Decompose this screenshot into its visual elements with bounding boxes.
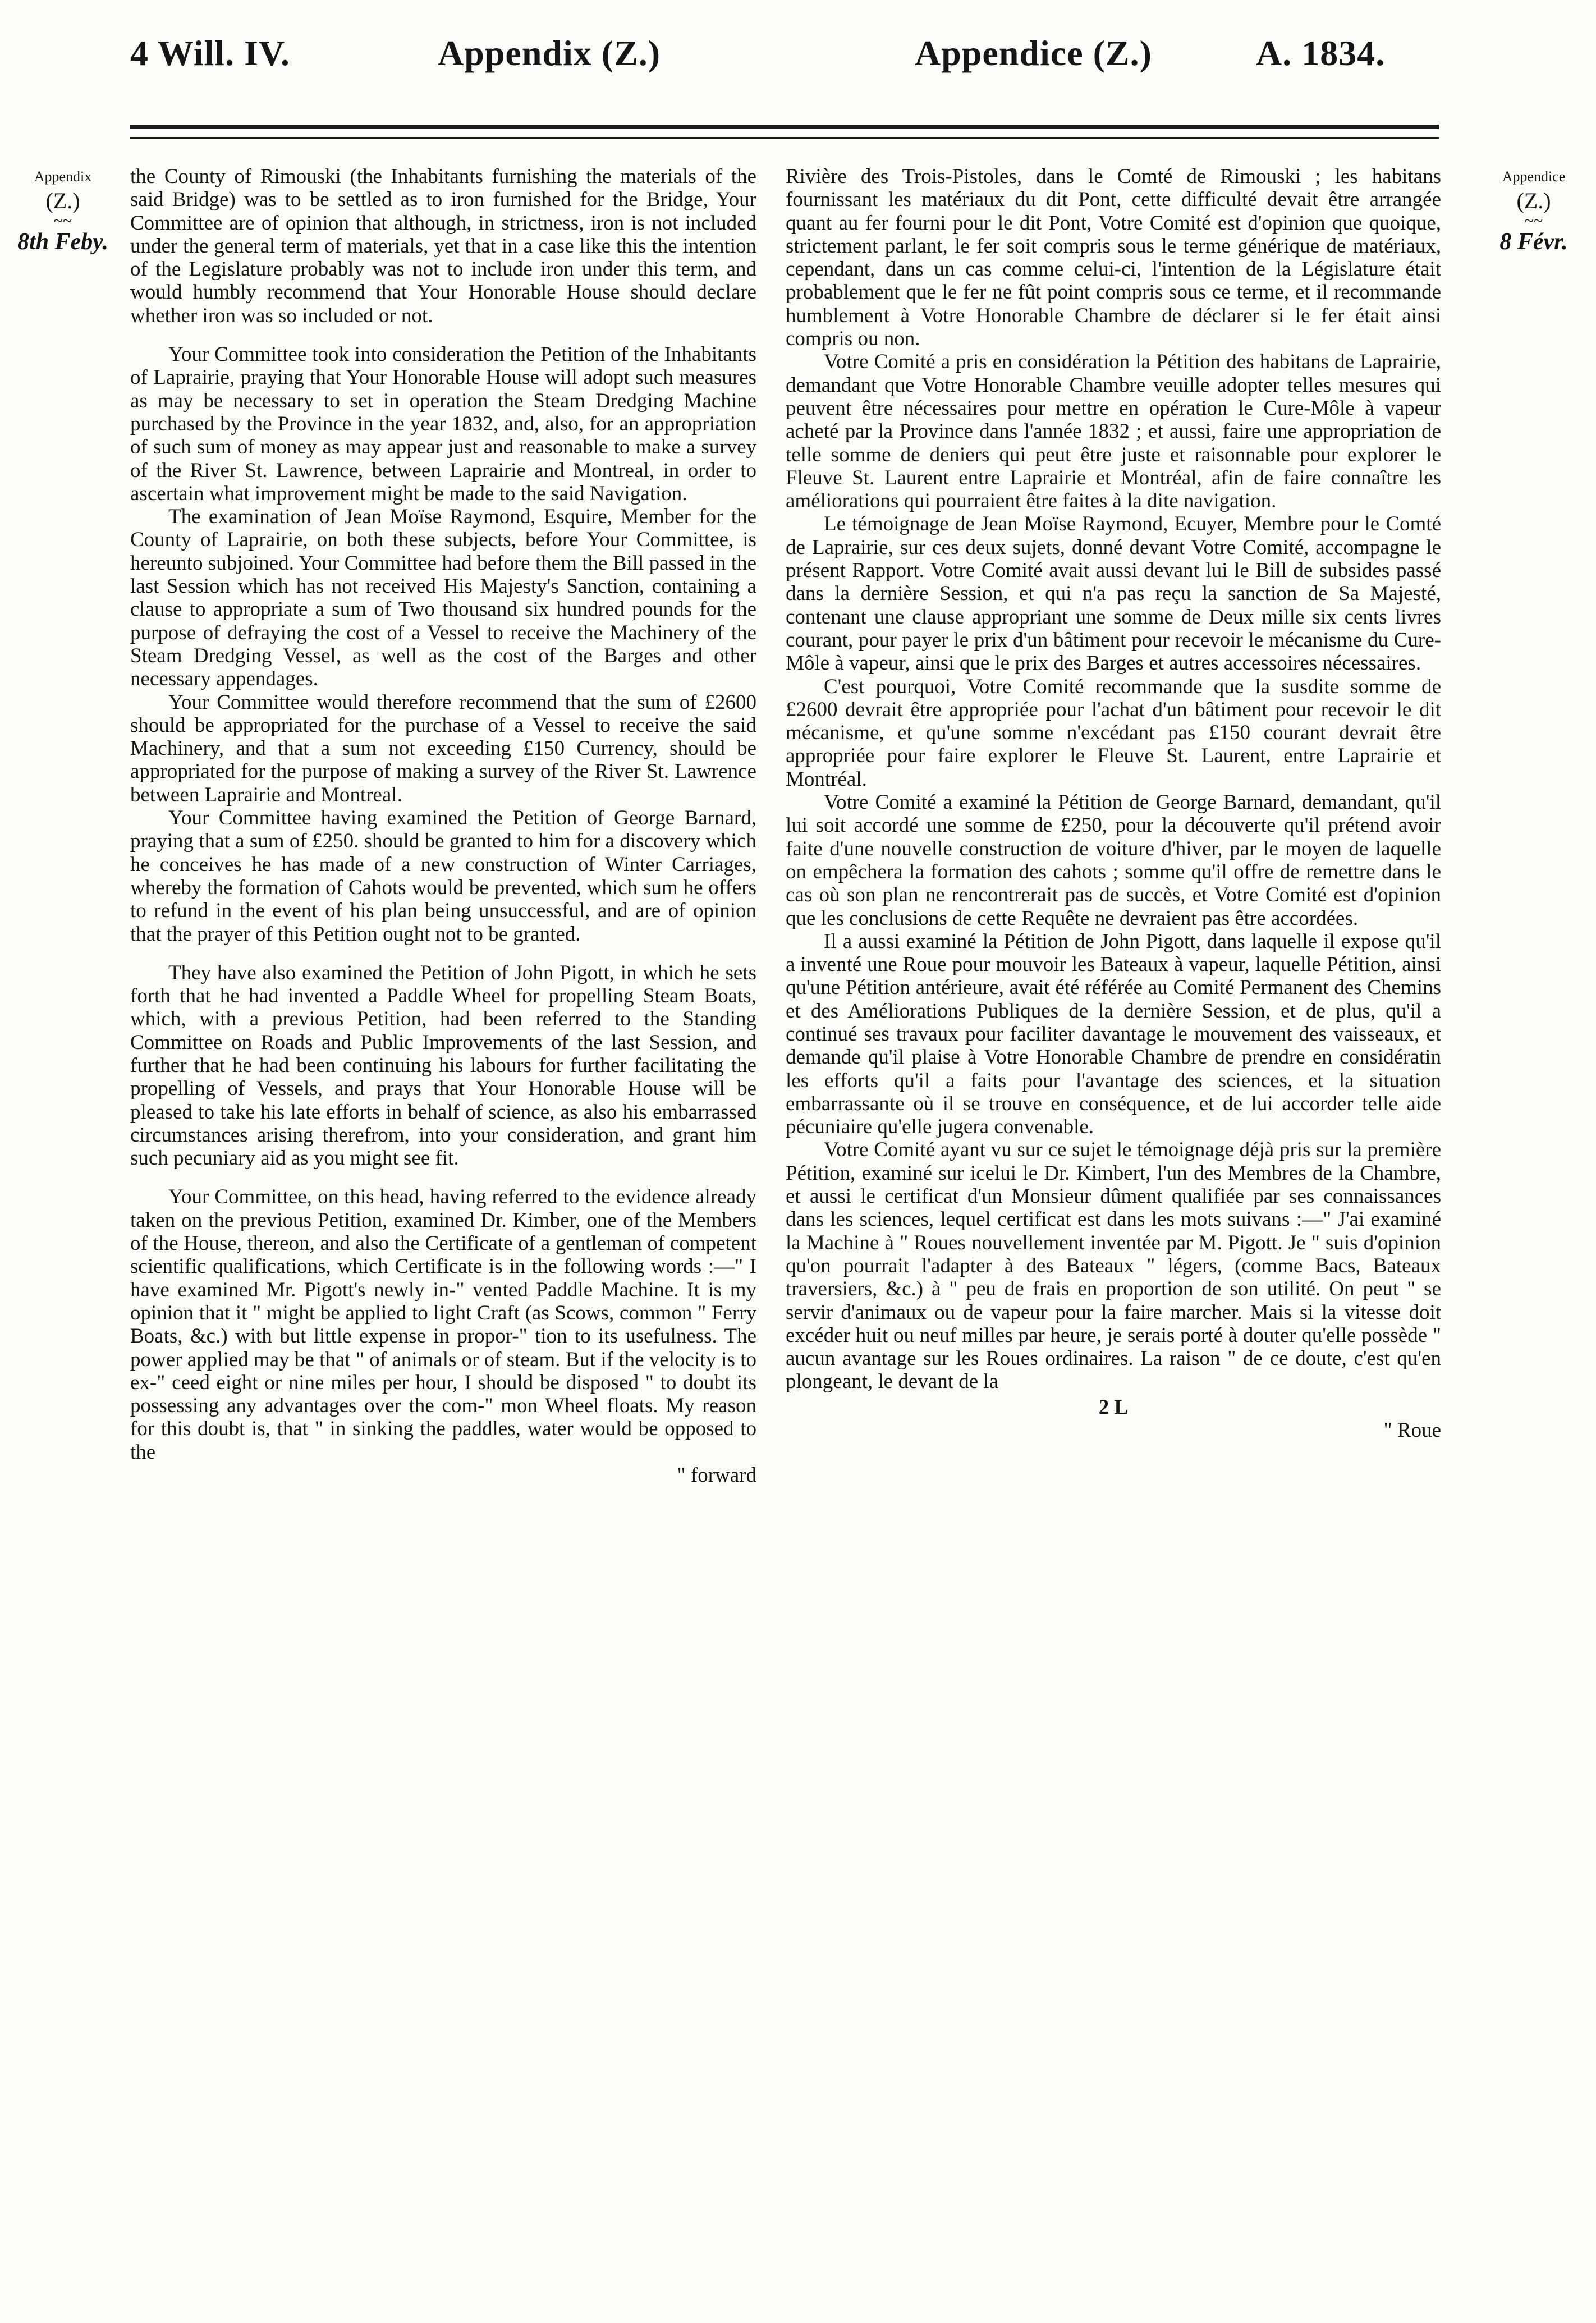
french-column [786, 165, 1441, 1442]
paragraph-raymond-examination: The examination of Jean Moïse Raymond, Esquire, Member for the County of Laprairie, on both these subjects, before Your Committee, is hereunto subjoined. Your Committee had before them the Bill passed in the last Session which has not received His Majesty's Sanction, containing a clause to appropriate a sum of Two thousand six hundred pounds for the purpose of defraying the cost of a Vessel to receive the Machinery of the Steam Dredging Vessel, as well as the cost of the Barges and other necessary appendages. [130, 505, 756, 691]
regnal-year: 4 Will. IV. [130, 33, 290, 73]
margin-note-right [1475, 168, 1593, 255]
paragraph-appropriation-recommendation: Your Committee would therefore recommend that the sum of £2600 should be appropriated for the purchase of a Vessel to receive the said Machinery, and that a sum not exceeding £150 Currency, should be appropriated for the purpose of making a survey of the River St. Lawrence between Laprairie and Montreal. [130, 690, 756, 807]
paragraph-laprairie-petition: Your Committee took into consideration the Petition of the Inhabitants of Laprairie, praying that Your Honorable House will adopt such measures as may be necessary to set in operation the Steam Dredging Machine purchased by the Province in the year 1832, and, also, for an appropriation of such sum of money as may appear just and reasonable to make a survey of the River St. Lawrence, between Laprairie and Montreal, in order to ascertain what improvement might be made to the said Navigation. [130, 343, 756, 505]
margin-swirl-ornament: ~~ [53, 212, 72, 230]
paragraph-appropriation-recommendation: C'est pourquoi, Votre Comité recommande que la susdite somme de £2600 devrait être appropriée pour l'achat d'un bâtiment pour recevoir le dit mécanisme, et qu'une somme n'excédant pas £150 courant devrait être appropriée pour faire explorer le Fleuve St. Laurent, entre Laprairie et Montréal. [786, 675, 1441, 791]
paragraph-barnard-petition: Votre Comité a examiné la Pétition de George Barnard, demandant, qu'il lui soit accordé une somme de £250, pour la découverte qu'il prétend avoir faite d'une nouvelle construction de voiture d'hiver, par le moyen de laquelle on empêchera la formation des cahots ; somme qu'il offre de remettre dans le cas où son plan ne rencontrerait pas de succès, et Votre Comité est d'opinion que les conclusions de cette Requête ne devraient pas être accordées. [786, 791, 1441, 930]
margin-note-left [7, 168, 119, 255]
paragraph-laprairie-petition: Votre Comité a pris en considération la Pétition des habitans de Laprairie, demandant que Votre Honorable Chambre veuille adopter telles mesures qui peuvent être nécessaires pour mettre en opération le Cure-Môle à vapeur acheté par la Province dans l'année 1832 ; et aussi, faire une appropriation de telle somme de deniers qui peut être juste et raisonnable pour explorer le Fleuve St. Laurent entre Laprairie et Montréal, afin de faire connaître les améliorations qui pourraient être faites à la dite navigation. [786, 350, 1441, 513]
margin-appendix-letter: (Z.) [45, 188, 80, 213]
margin-appendix-label: Appendix [34, 168, 92, 185]
catchword: " forward [677, 1464, 756, 1487]
margin-date: 8 Févr. [1499, 229, 1568, 255]
year-label: A. 1834. [1256, 33, 1386, 73]
margin-date: 8th Feby. [17, 229, 108, 255]
margin-appendice-letter: (Z.) [1516, 188, 1551, 213]
margin-appendice-label: Appendice [1502, 168, 1566, 185]
paragraph-pigott-petition: They have also examined the Petition of John Pigott, in which he sets forth that he had invented a Paddle Wheel for propelling Steam Boats, which, with a previous Petition, had been referred to the Standing Committee on Roads and Public Improvements of the last Session, and further that he had been continuing his labours for further facilitating the propelling of Vessels, and prays that Your Honorable House will be pleased to take his late efforts in behalf of science, as also his embarrassed circumstances arising therefrom, into your consideration, and grant him such pecuniary aid as you might see fit. [130, 961, 756, 1170]
appendix-title-english: Appendix (Z.) [438, 33, 661, 73]
english-column [130, 165, 756, 1487]
signature-mark: 2 L [1098, 1395, 1129, 1419]
paragraph-raymond-examination: Le témoignage de Jean Moïse Raymond, Ecuyer, Membre pour le Comté de Laprairie, sur ces deux sujets, donné devant Votre Comité, accompagne le présent Rapport. Votre Comité avait aussi devant lui le Bill de subsides passé dans la dernière Session, et qui n'a pas reçu la sanction de Sa Majesté, contenant une clause appropriant une somme de Deux mille six cents livres courant, pour payer le prix d'un bâtiment pour recevoir le mécanisme du Cure-Môle à vapeur, ainsi que le prix des Barges et autres accessoires nécessaires. [786, 512, 1441, 675]
paragraph-iron-materials: Rivière des Trois-Pistoles, dans le Comté de Rimouski ; les habitans fournissant les matériaux du dit Pont, cette difficulté devait être arrangée quant au fer fourni pour le dit Pont, Votre Comité est d'opinion que quoique, strictement parlant, le fer soit compris sous le terme générique de matériaux, cependant, dans un cas comme celui-ci, l'intention de la Législature était probablement que le fer ne fût point compris sous ce terme, et il recommande humblement à Votre Honorable Chambre de déclarer si le fer était ainsi compris ou non. [786, 165, 1441, 351]
catchword: " Roue [1383, 1419, 1441, 1442]
page-header [0, 33, 1596, 94]
paragraph-kimber-certificate: Your Committee, on this head, having referred to the evidence already taken on the previous Petition, examined Dr. Kimber, one of the Members of the House, thereon, and also the Certificate of a gentleman of competent scientific qualifications, which Certificate is in the following words :—" I have examined Mr. Pigott's newly in-" vented Paddle Machine. It is my opinion that it " might be applied to light Craft (as Scows, common " Ferry Boats, &c.) with but little expense in propor-" tion to its usefulness. The power applied may be that " of animals or of steam. But if the velocity is to ex-" ceed eight or nine miles per hour, I should be disposed " to doubt its possessing any advantages over the com-" mon Wheel floats. My reason for this doubt is, that " in sinking the paddles, water would be opposed to the [130, 1185, 756, 1464]
margin-swirl-ornament: ~~ [1524, 212, 1543, 230]
header-rule-thin [130, 137, 1439, 139]
paragraph-barnard-petition: Your Committee having examined the Petition of George Barnard, praying that a sum of £250. should be granted to him for a discovery which he conceives he has made of a new construction of Winter Carriages, whereby the formation of Cahots would be prevented, which sum he offers to refund in the event of his plan being unsuccessful, and are of opinion that the prayer of this Petition ought not to be granted. [130, 807, 756, 946]
paragraph-kimber-certificate: Votre Comité ayant vu sur ce sujet le témoignage déjà pris sur la première Pétition, examiné sur icelui le Dr. Kimbert, l'un des Membres de la Chambre, et aussi le certificat d'un Monsieur dûment qualifiée par ses connaissances dans les sciences, lequel certificat est dans les mots suivans :—" J'ai examiné la Machine à " Roues nouvellement inventée par M. Pigott. Je " suis d'opinion qu'on pourrait l'adapter à des Bateaux " légers, (comme Bacs, Bateaux traversiers, &c.) à " peu de frais en proportion de son utilité. On peut " se servir d'animaux ou de vapeur pour la faire marcher. Mais si la vitesse doit excéder huit ou neuf milles par heure, je serais porté à douter qu'elle possède " aucun avantage sur les Roues ordinaires. La raison " de ce doute, c'est qu'en plongeant, le devant de la [786, 1138, 1441, 1394]
paragraph-iron-materials: the County of Rimouski (the Inhabitants furnishing the materials of the said Bridge) was to be settled as to iron furnished for the Bridge, Your Committee are of opinion that although, in strictness, iron is not included under the general term of materials, yet that in a case like this the intention of the Legislature probably was not to include iron under this term, and would humbly recommend that Your Honorable House should declare whether iron was so included or not. [130, 165, 756, 327]
appendix-title-french: Appendice (Z.) [915, 33, 1152, 73]
paragraph-pigott-petition: Il a aussi examiné la Pétition de John Pigott, dans laquelle il expose qu'il a inventé une Roue pour mouvoir les Bateaux à vapeur, laquelle Pétition, ainsi qu'une Pétition antérieure, avait été référée au Comité Permanent des Chemins et des Améliorations Publiques de la dernière Session, et de plus, qu'il a continué ses travaux pour faciliter davantage le mouvement des vaisseaux, et demande qu'il plaise à Votre Honorable Chambre de prendre en considératin les efforts qu'il a faits pour l'avantage des sciences, et la situation embarrassante où il se trouve en conséquence, et de lui accorder telle aide pécuniaire qu'elle jugera convenable. [786, 929, 1441, 1139]
header-rule-thick [130, 125, 1439, 129]
